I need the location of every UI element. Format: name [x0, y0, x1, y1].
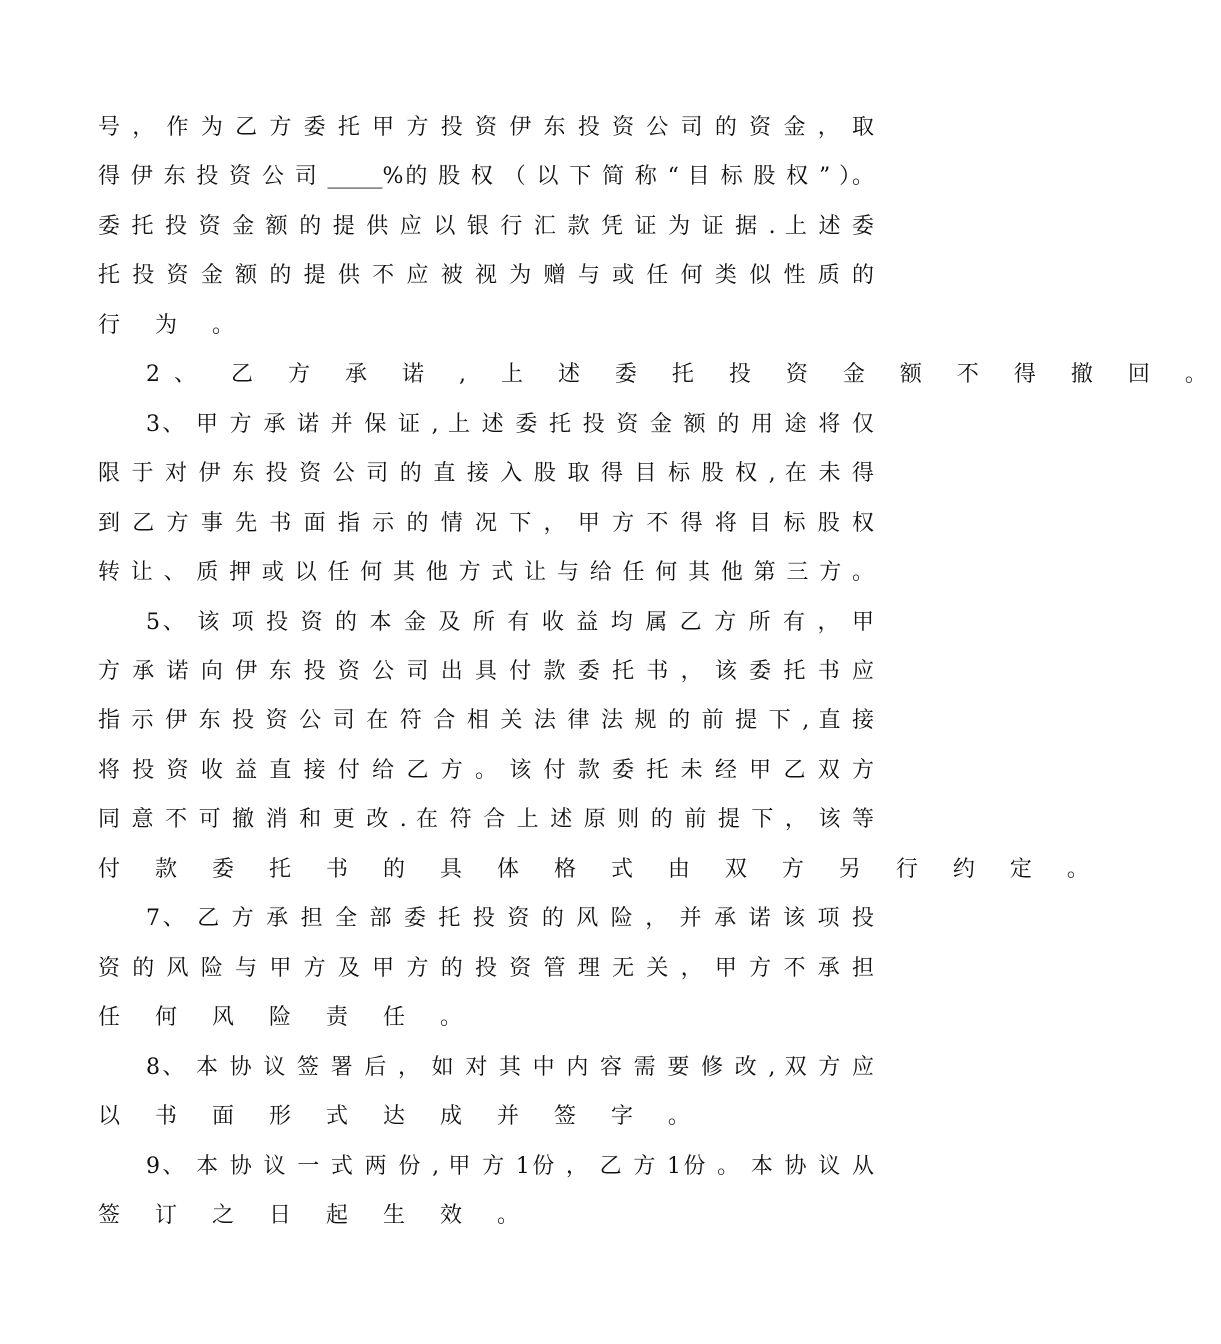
text-line: 指 示 伊 东 投 资 公 司 在 符 合 相 关 法 律 法 规 的 前 提 下 , 直 接: [98, 708, 874, 733]
clause-8: 8、 本 协 议 签 署 后 ， 如 对 其 中 内 容 需 要 修 改 , 双 方 应: [146, 1055, 874, 1080]
clause-9: 9、 本 协 议 一 式 两 份 , 甲 方 1份 ， 乙 方 1份 。 本 协 议 从: [146, 1154, 874, 1179]
clause-2: 2、 乙 方 承 诺 , 上 述 委 托 投 资 金 额 不 得 撤 回 。: [146, 362, 1221, 387]
text-line: 转 让 、 质 押 或 以 任 何 其 他 方 式 让 与 给 任 何 其 他 第 三 方 。: [98, 560, 874, 585]
text-line: 同 意 不 可 撤 消 和 更 改 . 在 符 合 上 述 原 则 的 前 提 下 ， 该 等: [98, 807, 874, 832]
text-line: 将 投 资 收 益 直 接 付 给 乙 方 。 该 付 款 委 托 未 经 甲 乙 双 方: [98, 758, 874, 783]
text-line: 签 订 之 日 起 生 效 。: [98, 1203, 533, 1228]
text-line: 号 ， 作 为 乙 方 委 托 甲 方 投 资 伊 东 投 资 公 司 的 资 金 ， 取: [98, 115, 874, 140]
text-line: 行 为 。: [98, 313, 248, 338]
clause-5: 5、 该 项 投 资 的 本 金 及 所 有 收 益 均 属 乙 方 所 有 ， 甲: [146, 610, 874, 635]
text-line: 付 款 委 托 书 的 具 体 格 式 由 双 方 另 行 约 定 。: [98, 857, 1103, 882]
text-line: 资 的 风 险 与 甲 方 及 甲 方 的 投 资 管 理 无 关 ， 甲 方 不 承 担: [98, 956, 874, 981]
text-line: 以 书 面 形 式 达 成 并 签 字 。: [98, 1104, 704, 1129]
text-line: 委 托 投 资 金 额 的 提 供 应 以 银 行 汇 款 凭 证 为 证 据 . 上 述 委: [98, 214, 874, 239]
clause-7: 7、 乙 方 承 担 全 部 委 托 投 资 的 风 险 ， 并 承 诺 该 项 投: [146, 906, 874, 931]
clause-3: 3、 甲 方 承 诺 并 保 证 , 上 述 委 托 投 资 金 额 的 用 途 将 仅: [146, 412, 874, 437]
text-line: 到 乙 方 事 先 书 面 指 示 的 情 况 下 ， 甲 方 不 得 将 目 标 股 权: [98, 511, 874, 536]
text-line: 托 投 资 金 额 的 提 供 不 应 被 视 为 赠 与 或 任 何 类 似 性 质 的: [98, 263, 874, 288]
text-line: 方 承 诺 向 伊 东 投 资 公 司 出 具 付 款 委 托 书 ， 该 委 托 书 应: [98, 659, 874, 684]
text-line: 得 伊 东 投 资 公 司 _____%的 股 权 （ 以 下 简 称 “ 目 标 股 权 ” ）。: [98, 164, 874, 189]
text-line: 限 于 对 伊 东 投 资 公 司 的 直 接 入 股 取 得 目 标 股 权 , 在 未 得: [98, 461, 874, 486]
text-line: 任 何 风 险 责 任 。: [98, 1005, 476, 1030]
